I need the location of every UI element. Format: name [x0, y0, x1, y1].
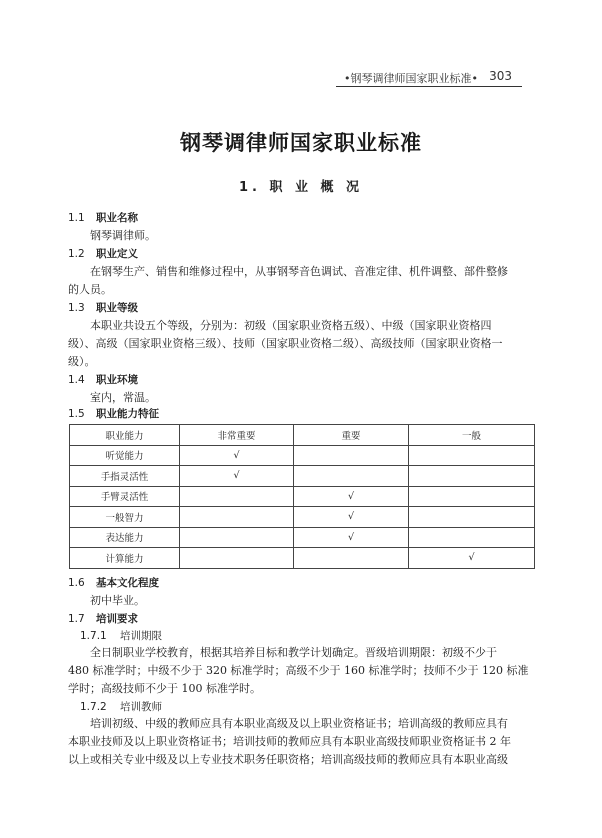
paragraph-line: 级）。	[68, 355, 96, 368]
running-header	[336, 68, 522, 87]
subsection-heading-1-7-2	[80, 699, 546, 715]
table-cell	[409, 466, 535, 487]
section-heading-1-7	[68, 611, 534, 627]
table-cell	[409, 445, 535, 466]
table-row	[70, 527, 535, 548]
section-title: 职业名称	[96, 212, 138, 224]
column-header: 一般	[409, 425, 535, 446]
table-row	[70, 486, 535, 507]
section-heading-1-5	[68, 406, 534, 422]
section-number: 1.3	[68, 302, 85, 314]
table-cell	[409, 486, 535, 507]
table-cell: √	[180, 445, 294, 466]
table-cell	[180, 507, 294, 528]
paragraph-line: 的人员。	[68, 283, 112, 296]
section-number: 1.2	[68, 248, 85, 260]
section-title: 职业能力特征	[96, 408, 159, 420]
table-row	[70, 466, 535, 487]
table-cell	[409, 507, 535, 528]
table-cell: √	[409, 548, 535, 569]
section-number: 1.7	[68, 613, 85, 625]
document-title: 钢琴调律师国家职业标准	[180, 131, 422, 155]
paragraph-line: 初中毕业。	[90, 594, 145, 607]
table-cell	[294, 466, 409, 487]
section-title: 职业等级	[96, 302, 138, 314]
table-row	[70, 507, 535, 528]
paragraph-line: 本职业技师及以上职业资格证书；培训技师的教师应具有本职业高级技师职业资格证书 2 年	[68, 735, 511, 748]
section-number: 1.4	[68, 374, 85, 386]
paragraph-line: 培训初级、中级的教师应具有本职业高级及以上职业资格证书；培训高级的教师应具有	[90, 717, 508, 730]
table-cell: √	[294, 527, 409, 548]
section-number: 1.6	[68, 577, 85, 589]
table-cell	[180, 548, 294, 569]
ability-name: 表达能力	[70, 527, 180, 548]
section-number: 1.7.1	[80, 630, 107, 642]
running-title: •钢琴调律师国家职业标准•	[344, 72, 478, 85]
table-cell	[180, 486, 294, 507]
table-row	[70, 445, 535, 466]
ability-table	[69, 424, 535, 569]
table-cell: √	[294, 486, 409, 507]
section-title: 职业环境	[96, 374, 138, 386]
column-header: 重要	[294, 425, 409, 446]
section-title: 培训要求	[96, 613, 138, 625]
section-title: 培训期限	[120, 630, 162, 642]
table-row	[70, 548, 535, 569]
ability-name: 手臂灵活性	[70, 486, 180, 507]
section-title: 基本文化程度	[96, 577, 159, 589]
section-number: 1.7.2	[80, 701, 107, 713]
section-heading-1-3	[68, 300, 534, 316]
section-heading-1-2	[68, 246, 534, 262]
table-cell	[409, 527, 535, 548]
ability-name: 手指灵活性	[70, 466, 180, 487]
paragraph-line: 480 标准学时；中级不少于 320 标准学时；高级不少于 160 标准学时；技师不少于 120 标准	[68, 664, 529, 677]
paragraph-line: 学时；高级技师不少于 100 标准学时。	[68, 682, 261, 695]
column-header: 职业能力	[70, 425, 180, 446]
section-title: 职业定义	[96, 248, 138, 260]
paragraph-line: 钢琴调律师。	[90, 229, 156, 242]
column-header: 非常重要	[180, 425, 294, 446]
table-cell	[180, 527, 294, 548]
table-cell: √	[180, 466, 294, 487]
section-number: 1.1	[68, 212, 85, 224]
ability-name: 一般智力	[70, 507, 180, 528]
paragraph-line: 以上或相关专业中级及以上专业技术职务任职资格；培训高级技师的教师应具有本职业高级	[68, 753, 508, 766]
section-heading-1-4	[68, 372, 534, 388]
section-heading-1-1	[68, 210, 534, 226]
section-heading-1-6	[68, 575, 534, 591]
chapter-heading: 1. 职 业 概 况	[238, 180, 364, 195]
ability-name: 听觉能力	[70, 445, 180, 466]
table-header-row	[70, 425, 535, 446]
section-title: 培训教师	[120, 701, 162, 713]
paragraph-line: 本职业共设五个等级，分别为：初级（国家职业资格五级）、中级（国家职业资格四	[90, 319, 492, 332]
paragraph-line: 在钢琴生产、销售和维修过程中，从事钢琴音色调试、音准定律、机件调整、部件整修	[90, 265, 508, 278]
paragraph-line: 级）、高级（国家职业资格三级）、技师（国家职业资格二级）、高级技师（国家职业资格一	[68, 337, 503, 350]
table-cell	[294, 548, 409, 569]
ability-name: 计算能力	[70, 548, 180, 569]
section-number: 1.5	[68, 408, 85, 420]
table-cell	[294, 445, 409, 466]
paragraph-line: 全日制职业学校教育，根据其培养目标和教学计划确定。晋级培训期限：初级不少于	[90, 646, 497, 659]
subsection-heading-1-7-1	[80, 628, 546, 644]
paragraph-line: 室内，常温。	[90, 391, 156, 404]
page-number: 303	[489, 69, 512, 83]
table-cell: √	[294, 507, 409, 528]
